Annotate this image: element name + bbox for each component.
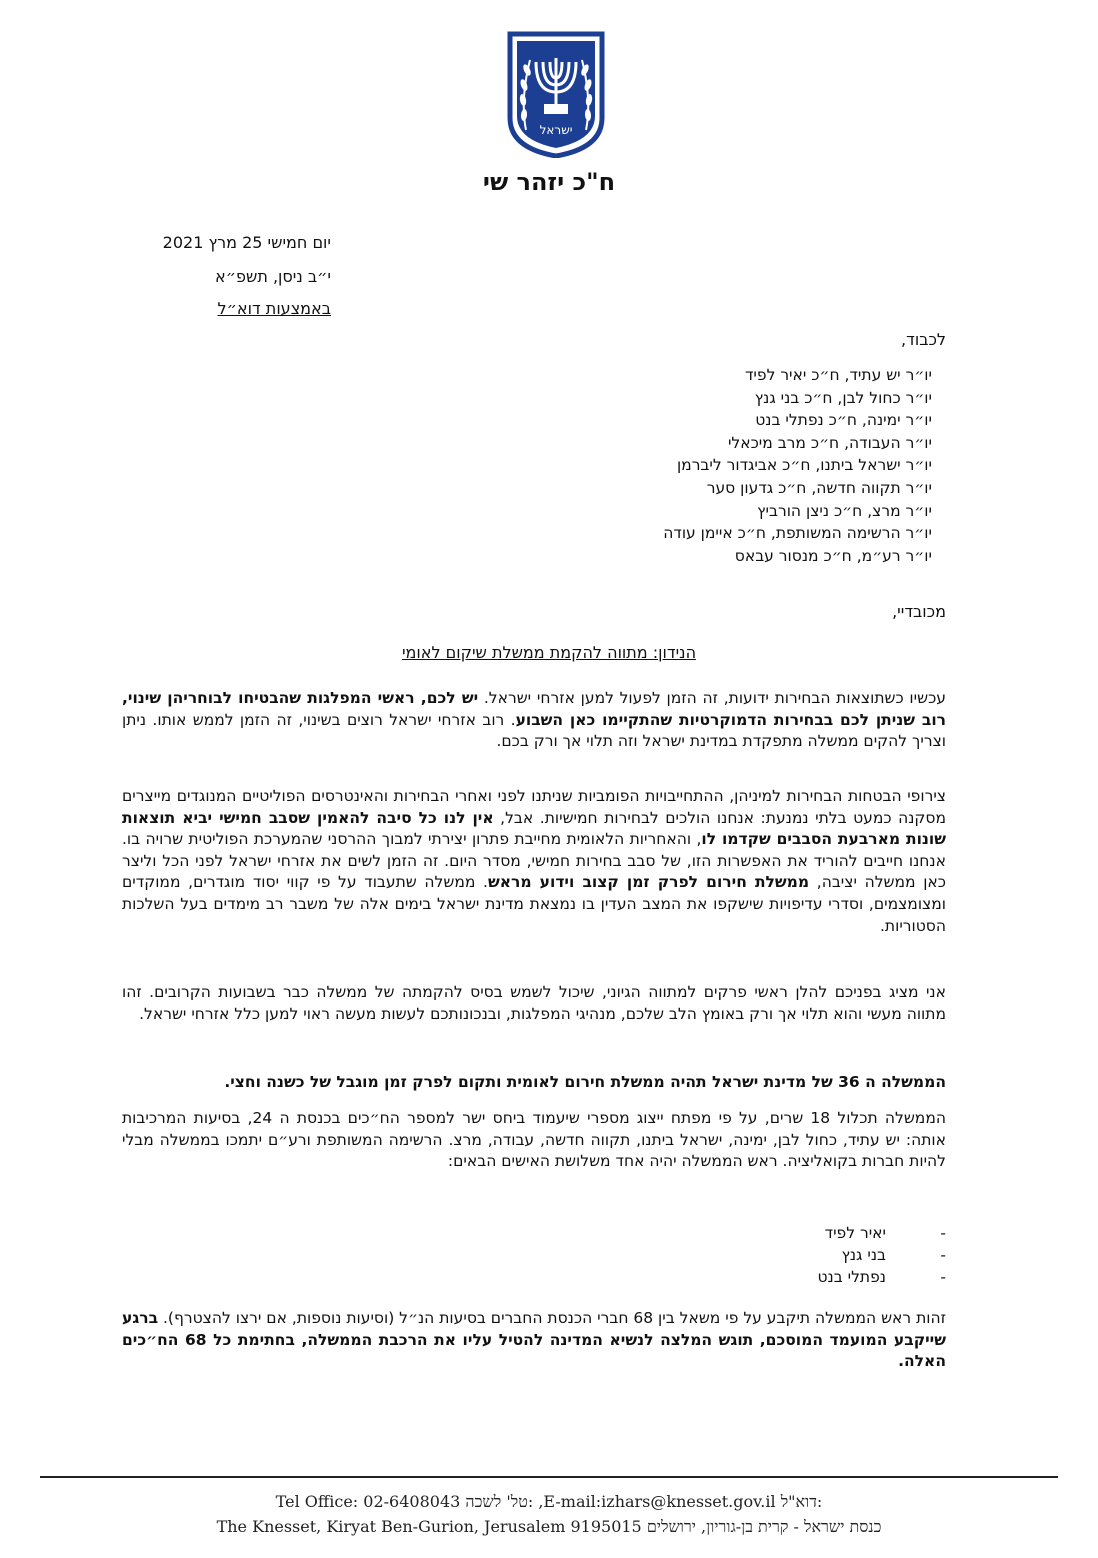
footer-divider bbox=[40, 1476, 1058, 1478]
paragraph-1-bold: יש לכם, ראשי המפלגות שהבטיחו לבוחריהן שינוי, רוב שניתן לכם בבחירות הדמוקרטיות שהתקיימו כאן השבוע bbox=[122, 689, 946, 729]
paragraph-2-part-a: צירופי הבטחות הבחירות למיניהן, ההתחייבויות הפומביות שניתנו לפני ואחרי הבחירות והאינטרסים הפוליטיים המנוגדים מייצרים מסקנה כמעט בלתי נמנעת: אנחנו הולכים לבחירות חמישיות. אבל, bbox=[122, 787, 946, 827]
candidate-name: נפתלי בנט bbox=[817, 1268, 886, 1286]
emblem-text: ישראל bbox=[539, 123, 573, 137]
honor-line: לכבוד, bbox=[901, 330, 946, 349]
recipient-item: יו״ר ימינה, ח״כ נפתלי בנט bbox=[755, 411, 932, 430]
delivery-method: באמצעות דוא״ל bbox=[217, 299, 331, 318]
paragraph-5: הממשלה תכלול 18 שרים, על פי מפתח ייצוג מספרי שיעמוד ביחס ישר למספר הח״כים בכנסת ה 24, בסיעות המרכיבות אותה: יש עתיד, כחול לבן, ימינה, ישראל ביתנו, תקווה חדשה, עבודה, מרצ. הרשימה המשותפת ורע״ם יתמכו בממשלה מבלי להיות חברות בקואליציה. ראש הממשלה יהיה אחד משלושת האישים הבאים: bbox=[122, 1109, 946, 1171]
recipient-item: יו״ר העבודה, ח״כ מרב מיכאלי bbox=[727, 433, 932, 452]
hebrew-date: י״ב ניסן, תשפ״א bbox=[215, 267, 331, 286]
recipient-item: יו״ר יש עתיד, ח״כ יאיר לפיד bbox=[744, 366, 932, 384]
paragraph-6-bold: ברגע שייקבע המועמד המוסכם, תוגש המלצה לנשיא המדינה להטיל עליו את הרכבת הממשלה, בחתימת כל 68 הח״כים האלה. bbox=[122, 1309, 946, 1371]
paragraph-2-bold-2: ממשלת חירום לפרק זמן קצוב וידוע מראש bbox=[487, 873, 810, 892]
sender-title: ח"כ יזהר שי bbox=[482, 168, 616, 196]
letter-date: יום חמישי 25 מרץ 2021 bbox=[162, 233, 331, 252]
list-dash: - bbox=[940, 1268, 946, 1286]
paragraph-6-part-a: זהות ראש הממשלה תיקבע על פי משאל בין 68 חברי הכנסת החברים בסיעות הנ״ל (וסיעות נוספות, אם ירצו להצטרף). bbox=[158, 1309, 947, 1327]
candidate-name: בני גנץ bbox=[841, 1246, 886, 1264]
paragraph-3: אני מציג בפניכם להלן ראשי פרקים למתווה הגיוני, שיכול לשמש בסיס להקמתה של ממשלה כבר בשבועות הקרובים. זהו מתווה מעשי והוא תלוי אך ורק באומץ הלב שלכם, מנהיגי המפלגות, ובנכונותכם לעשות מעשה ראוי למען כלל אזרחי ישראל. bbox=[122, 983, 946, 1023]
paragraph-6 bbox=[122, 1308, 946, 1373]
paragraph-1 bbox=[122, 688, 946, 753]
paragraph-1-part-a: עכשיו כשתוצאות הבחירות ידועות, זה הזמן לפעול למען אזרחי ישראל. bbox=[478, 689, 946, 707]
candidate-item bbox=[706, 1244, 946, 1266]
list-dash: - bbox=[940, 1224, 946, 1242]
candidate-item bbox=[706, 1222, 946, 1244]
recipients-list bbox=[332, 364, 932, 567]
state-emblem-icon bbox=[506, 30, 606, 158]
paragraph-2-bold-1: אין לנו כל סיבה להאמין שסבב חמישי יביא תוצאות שונות מארבעת הסבבים שקדמו לו bbox=[122, 808, 946, 849]
paragraph-4-heading: הממשלה ה 36 של מדינת ישראל תהיה ממשלת חירום לאומית ותקום לפרק זמן מוגבל של כשנה וחצי. bbox=[224, 1073, 946, 1091]
recipient-item: יו״ר ישראל ביתנו, ח״כ אביגדור ליברמן bbox=[676, 456, 932, 475]
footer-contact: Tel Office: 02-6408043 טל' לשכה: ,E-mail:izhars@knesset.gov.il דוא"ל: bbox=[275, 1492, 823, 1511]
paragraph-2-part-c: , והאחריות הלאומית מחייבת פתרון יצירתי למבוך ההרסני שהמערכת הפוליטית שרויה בו. אנחנו חייבים להוריד את האפשרות הזו, של סבב בחירות חמישי, מסדר היום. זה הזמן לשים את אזרחי ישראל לפני הכל וליצר כאן ממשלה יציבה, bbox=[122, 830, 946, 892]
candidate-name: יאיר לפיד bbox=[824, 1224, 886, 1242]
recipient-item: יו״ר מרצ, ח״כ ניצן הורביץ bbox=[757, 501, 932, 520]
candidates-list bbox=[706, 1222, 946, 1288]
recipient-item: יו״ר תקווה חדשה, ח״כ גדעון סער bbox=[706, 478, 932, 497]
recipient-item: יו״ר הרשימה המשותפת, ח״כ איימן עודה bbox=[663, 524, 932, 543]
recipient-item: יו״ר רע״מ, ח״כ מנסור עבאס bbox=[734, 546, 932, 565]
footer-address: The Knesset, Kiryat Ben-Gurion, Jerusalem 9195015 כנסת ישראל - קרית בן-גוריון, ירושלים bbox=[216, 1517, 882, 1536]
salutation: מכובדיי, bbox=[892, 602, 946, 621]
paragraph-1-part-c: . רוב אזרחי ישראל רוצים בשינוי, זה הזמן לממש אותו. ניתן וצריך להקים ממשלה מתפקדת במדינת ישראל וזה תלוי אך ורק בכם. bbox=[122, 710, 946, 751]
paragraph-2-part-e: . ממשלה שתעבוד על פי קווי יסוד מוגדרים, ממוקדים ומצומצמים, וסדרי עדיפויות שישקפו את המצב העדין בו נמצאת מדינת ישראל בימים אלה של משבר רב מימדים בעל השלכות הסטוריות. bbox=[122, 873, 946, 935]
candidate-item bbox=[706, 1266, 946, 1288]
recipient-item: יו״ר כחול לבן, ח״כ בני גנץ bbox=[754, 388, 932, 407]
subject-line: הנידון: מתווה להקמת ממשלת שיקום לאומי bbox=[401, 643, 697, 662]
paragraph-2 bbox=[122, 786, 946, 937]
list-dash: - bbox=[940, 1246, 946, 1264]
